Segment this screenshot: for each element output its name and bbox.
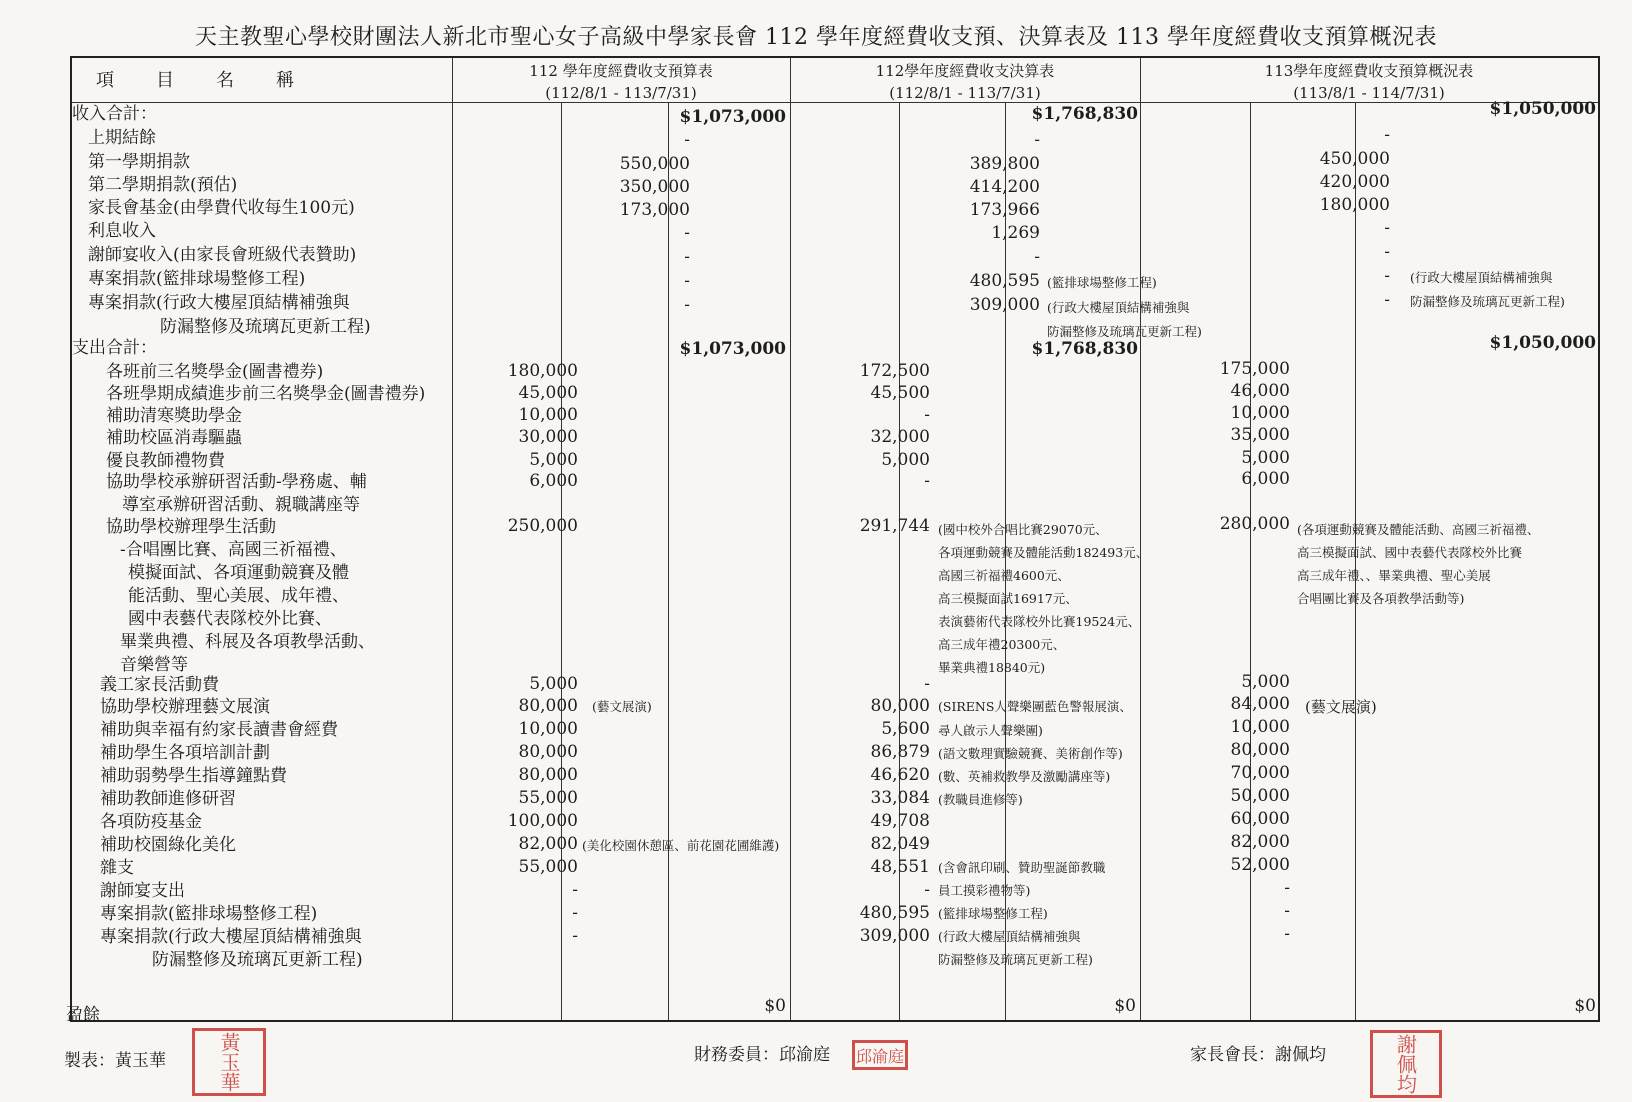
expense-row-113-budget: - (1284, 901, 1290, 921)
header-113-budget (1140, 60, 1598, 104)
expense-row-112-budget: 5,000 (529, 674, 578, 694)
expense-row-label: 補助教師進修研習 (100, 789, 236, 809)
income-note-roof-2: 防漏整修及琉璃瓦更新工程) (1047, 324, 1202, 339)
note-activity-112-actual: 高三成年禮20300元、 (938, 637, 1066, 652)
expense-row-label: 補助弱勢學生指導鐘點費 (100, 766, 287, 786)
expense-row-112-budget: 30,000 (518, 427, 578, 447)
note-activity-113-budget: (各項運動競賽及體能活動、高國三祈福禮、 (1297, 522, 1540, 537)
note-tutor-112-actual: (數、英補救教學及激勵講座等) (938, 769, 1111, 784)
income-row-112-actual: - (1034, 130, 1040, 150)
expense-row-112-actual: 80,000 (870, 696, 930, 716)
expense-row-label-cont: 導室承辦研習活動、親職講座等 (122, 495, 360, 515)
expense-row-112-actual: 45,500 (870, 383, 930, 403)
note-arts-113-budget: (藝文展演) (1305, 698, 1377, 716)
expense-row-113-budget: 10,000 (1230, 717, 1290, 737)
expense-row-113-budget: 70,000 (1230, 763, 1290, 783)
header-112-actual-title: 112學年度經費收支決算表 (875, 62, 1055, 80)
income-note-roof-113: (行政大樓屋頂結構補強與 (1410, 270, 1553, 285)
expense-row-label: 補助校區消毒驅蟲 (106, 428, 242, 448)
income-note-roof: (行政大樓屋頂結構補強與 (1047, 300, 1190, 315)
income-row-label: 第二學期捐款(預估) (88, 175, 238, 195)
note-teacher-112-actual: (教職員進修等) (938, 792, 1023, 807)
header-112-budget (452, 60, 790, 104)
footer-maker: 製表：黃玉華 (64, 1051, 166, 1071)
income-row-112-actual: 1,269 (991, 223, 1040, 243)
col-divider-112-actual (1140, 58, 1141, 1020)
income-total-113-budget: $1,050,000 (1489, 99, 1596, 119)
footer-finance: 財務委員：邱渝庭 (694, 1045, 830, 1065)
activity-detail-line: 畢業典禮、科展及各項教學活動、 (120, 632, 375, 652)
income-row-label: 謝師宴收入(由家長會班級代表贊助) (88, 245, 357, 265)
expense-row-113-budget: 84,000 (1230, 694, 1290, 714)
expense-row-112-budget: 80,000 (518, 742, 578, 762)
expense-row-label: 雜支 (100, 858, 134, 878)
expense-row-label: 補助學生各項培訓計劃 (100, 743, 270, 763)
seal-finance-stamp: 邱渝庭 (852, 1040, 908, 1070)
note-arts-112-budget: (藝文展演) (592, 699, 652, 714)
note-arts-112-actual-2: 尋人啟示人聲樂團) (938, 723, 1043, 738)
expense-row-112-budget: 80,000 (518, 696, 578, 716)
expense-row-113-budget: 50,000 (1230, 786, 1290, 806)
income-row-112-budget: 550,000 (619, 154, 690, 174)
expense-row-112-actual: 49,708 (870, 811, 930, 831)
surplus-113-budget: $0 (1574, 996, 1596, 1016)
expense-row-label: 義工家長活動費 (100, 675, 219, 695)
expense-row-label: 專案捐款(行政大樓屋頂結構補強與 (100, 927, 362, 947)
seal-maker-stamp: 黃玉華 (192, 1028, 266, 1096)
surplus-112-budget: $0 (764, 996, 786, 1016)
income-row-113-budget: - (1384, 242, 1390, 262)
income-row-112-actual: - (1034, 247, 1040, 267)
expense-row-113-budget: - (1284, 924, 1290, 944)
expense-row-112-actual: 5,000 (881, 450, 930, 470)
expense-row-112-actual: 46,620 (870, 765, 930, 785)
expense-row-112-budget: 100,000 (507, 811, 578, 831)
expense-row-label: 補助校園綠化美化 (100, 835, 236, 855)
expense-row-113-budget: 6,000 (1241, 469, 1290, 489)
expense-row-113-budget: 82,000 (1230, 832, 1290, 852)
income-row-113-budget: 450,000 (1319, 149, 1390, 169)
note-misc-112-actual-2: 員工摸彩禮物等) (938, 883, 1031, 898)
expense-row-112-budget: 10,000 (518, 405, 578, 425)
expense-row-112-actual: 480,595 (859, 903, 930, 923)
expense-row-112-actual: 33,084 (870, 788, 930, 808)
income-row-label: 家長會基金(由學費代收每生100元) (88, 198, 355, 218)
expense-row-113-budget: 80,000 (1230, 740, 1290, 760)
expense-row-112-actual: 5,600 (881, 719, 930, 739)
expense-row-112-actual: - (924, 405, 930, 425)
expense-row-112-budget: 82,000 (518, 834, 578, 854)
income-row-label: 上期結餘 (88, 128, 156, 148)
income-row-113-budget: - (1384, 290, 1390, 310)
expense-total-113-budget: $1,050,000 (1489, 333, 1596, 353)
income-row-label: 第一學期捐款 (88, 152, 190, 172)
income-total-label: 收入合計： (72, 104, 157, 124)
activity-detail-line: 能活動、聖心美展、成年禮、 (128, 586, 349, 606)
income-row-112-budget: - (684, 130, 690, 150)
income-row-113-budget: - (1384, 266, 1390, 286)
expense-row-label: 協助學校辦理藝文展演 (100, 697, 270, 717)
expense-row-113-budget: 46,000 (1230, 381, 1290, 401)
expense-row-112-budget: - (572, 880, 578, 900)
note-activity-112-actual: 各項運動競賽及體能活動182493元、 (938, 545, 1149, 560)
note-court-112-actual: (籃排球場整修工程) (938, 906, 1048, 921)
expense-row-112-budget: 250,000 (507, 516, 578, 536)
expense-row-112-actual: 172,500 (859, 361, 930, 381)
expense-row-label-cont: 防漏整修及琉璃瓦更新工程) (152, 950, 363, 970)
expense-row-label: 專案捐款(籃排球場整修工程) (100, 904, 318, 924)
income-row-label: 專案捐款(行政大樓屋頂結構補強與 (88, 293, 350, 313)
income-row-113-budget: - (1384, 218, 1390, 238)
expense-row-112-actual: - (924, 880, 930, 900)
income-row-112-actual: 389,800 (969, 154, 1040, 174)
income-row-112-budget: - (684, 223, 690, 243)
expense-row-label: 協助學校辦理學生活動 (106, 517, 276, 537)
note-misc-112-actual: (含會訊印刷、贊助聖誕節教職 (938, 860, 1106, 875)
note-activity-112-actual: 高國三祈福禮4600元、 (938, 568, 1070, 583)
expense-total-112-actual: $1,768,830 (1031, 339, 1138, 359)
header-112-budget-title: 112 學年度經費收支預算表 (529, 62, 713, 80)
income-row-label: 專案捐款(籃排球場整修工程) (88, 269, 306, 289)
income-row-113-budget: 420,000 (1319, 172, 1390, 192)
expense-row-113-budget: 52,000 (1230, 855, 1290, 875)
expense-row-113-budget: 5,000 (1241, 448, 1290, 468)
income-note-court: (籃排球場整修工程) (1047, 275, 1157, 290)
expense-row-112-budget: - (572, 903, 578, 923)
note-activity-113-budget: 合唱團比賽及各項教學活動等) (1297, 591, 1465, 606)
surplus-label: 盈餘 (66, 1005, 100, 1025)
expense-row-112-actual: - (924, 674, 930, 694)
note-arts-112-actual: (SIRENS人聲樂團藍色警報展演、 (938, 699, 1132, 714)
expense-row-label: 補助清寒獎助學金 (106, 406, 242, 426)
document-title: 天主教聖心學校財團法人新北市聖心女子高級中學家長會 112 學年度經費收支預、決算表及 113 學年度經費收支預算概況表 (195, 25, 1437, 50)
expense-row-112-budget: 45,000 (518, 383, 578, 403)
income-row-112-actual: 173,966 (969, 200, 1040, 220)
expense-row-112-budget: 55,000 (518, 857, 578, 877)
income-row-113-budget: - (1384, 125, 1390, 145)
note-training-112-actual: (語文數理實驗競賽、美術創作等) (938, 746, 1123, 761)
expense-row-113-budget: 60,000 (1230, 809, 1290, 829)
expense-row-112-budget: - (572, 926, 578, 946)
expense-row-112-budget: 180,000 (507, 361, 578, 381)
note-activity-112-actual: (國中校外合唱比賽29070元、 (938, 522, 1108, 537)
expense-total-label: 支出合計： (72, 338, 157, 358)
note-activity-112-actual: 畢業典禮18840元) (938, 660, 1046, 675)
expense-row-112-actual: 48,551 (870, 857, 930, 877)
expense-row-113-budget: 5,000 (1241, 672, 1290, 692)
note-roof-112-actual-2: 防漏整修及琉璃瓦更新工程) (938, 952, 1093, 967)
expense-row-113-budget: 35,000 (1230, 425, 1290, 445)
header-112-actual-period: (112/8/1 - 113/7/31) (889, 84, 1041, 102)
expense-row-112-budget: 55,000 (518, 788, 578, 808)
expense-row-112-budget: 5,000 (529, 450, 578, 470)
income-row-112-budget: - (684, 271, 690, 291)
expense-row-112-actual: 86,879 (870, 742, 930, 762)
expense-row-label: 各班前三名獎學金(圖書禮券) (106, 362, 324, 382)
header-112-actual (790, 60, 1140, 104)
expense-row-label: 補助與幸福有約家長讀書會經費 (100, 720, 338, 740)
income-row-label-cont: 防漏整修及琉璃瓦更新工程) (160, 317, 371, 337)
expense-row-112-budget: 10,000 (518, 719, 578, 739)
header-112-budget-period: (112/8/1 - 113/7/31) (545, 84, 697, 102)
income-row-112-budget: - (684, 247, 690, 267)
expense-row-label: 協助學校承辦研習活動-學務處、輔 (106, 472, 367, 492)
activity-detail-line: -合唱團比賽、高國三祈福禮、 (120, 540, 347, 560)
activity-detail-line: 模擬面試、各項運動競賽及體 (128, 563, 349, 583)
income-row-112-budget: - (684, 295, 690, 315)
income-total-112-budget: $1,073,000 (679, 107, 786, 127)
expense-row-112-actual: 82,049 (870, 834, 930, 854)
expense-row-label: 謝師宴支出 (100, 881, 185, 901)
income-row-112-actual: 309,000 (969, 295, 1040, 315)
income-note-roof-113-2: 防漏整修及琉璃瓦更新工程) (1410, 294, 1565, 309)
subcol-divider (1355, 102, 1356, 1020)
activity-detail-line: 國中表藝代表隊校外比賽、 (128, 609, 332, 629)
expense-total-112-budget: $1,073,000 (679, 339, 786, 359)
expense-row-label: 各項防疫基金 (100, 812, 202, 832)
income-row-112-budget: 173,000 (619, 200, 690, 220)
expense-row-label: 各班學期成績進步前三名獎學金(圖書禮券) (106, 384, 426, 404)
expense-row-112-budget: 80,000 (518, 765, 578, 785)
note-activity-113-budget: 高三模擬面試、國中表藝代表隊校外比賽 (1297, 545, 1523, 560)
income-row-113-budget: 180,000 (1319, 195, 1390, 215)
seal-chair-stamp: 謝佩均 (1370, 1030, 1442, 1098)
expense-row-112-actual: 32,000 (870, 427, 930, 447)
expense-row-113-budget: 175,000 (1219, 359, 1290, 379)
expense-row-112-actual: 291,744 (859, 516, 930, 536)
header-113-budget-period: (113/8/1 - 114/7/31) (1293, 84, 1445, 102)
income-row-112-budget: 350,000 (619, 177, 690, 197)
expense-row-112-actual: - (924, 471, 930, 491)
header-item-name: 項 目 名 稱 (96, 70, 296, 91)
income-row-label: 利息收入 (88, 221, 156, 241)
note-activity-113-budget: 高三成年禮、、畢業典禮、聖心美展 (1297, 568, 1491, 583)
expense-row-112-actual: 309,000 (859, 926, 930, 946)
note-activity-112-actual: 表演藝術代表隊校外比賽19524元、 (938, 614, 1141, 629)
expense-row-113-budget: 280,000 (1219, 514, 1290, 534)
header-113-budget-title: 113學年度經費收支預算概況表 (1264, 62, 1474, 80)
expense-row-112-budget: 6,000 (529, 471, 578, 491)
income-total-112-actual: $1,768,830 (1031, 104, 1138, 124)
note-green-112-budget: (美化校園休憩區、前花園花圃維護) (582, 838, 780, 853)
footer-chair: 家長會長：謝佩均 (1190, 1045, 1326, 1065)
note-activity-112-actual: 高三模擬面試16917元、 (938, 591, 1078, 606)
activity-detail-line: 音樂營等 (120, 655, 188, 675)
income-row-112-actual: 480,595 (969, 271, 1040, 291)
income-row-112-actual: 414,200 (969, 177, 1040, 197)
expense-row-113-budget: - (1284, 878, 1290, 898)
expense-row-label: 優良教師禮物費 (106, 451, 225, 471)
note-roof-112-actual: (行政大樓屋頂結構補強與 (938, 929, 1081, 944)
expense-row-113-budget: 10,000 (1230, 403, 1290, 423)
surplus-112-actual: $0 (1114, 996, 1136, 1016)
